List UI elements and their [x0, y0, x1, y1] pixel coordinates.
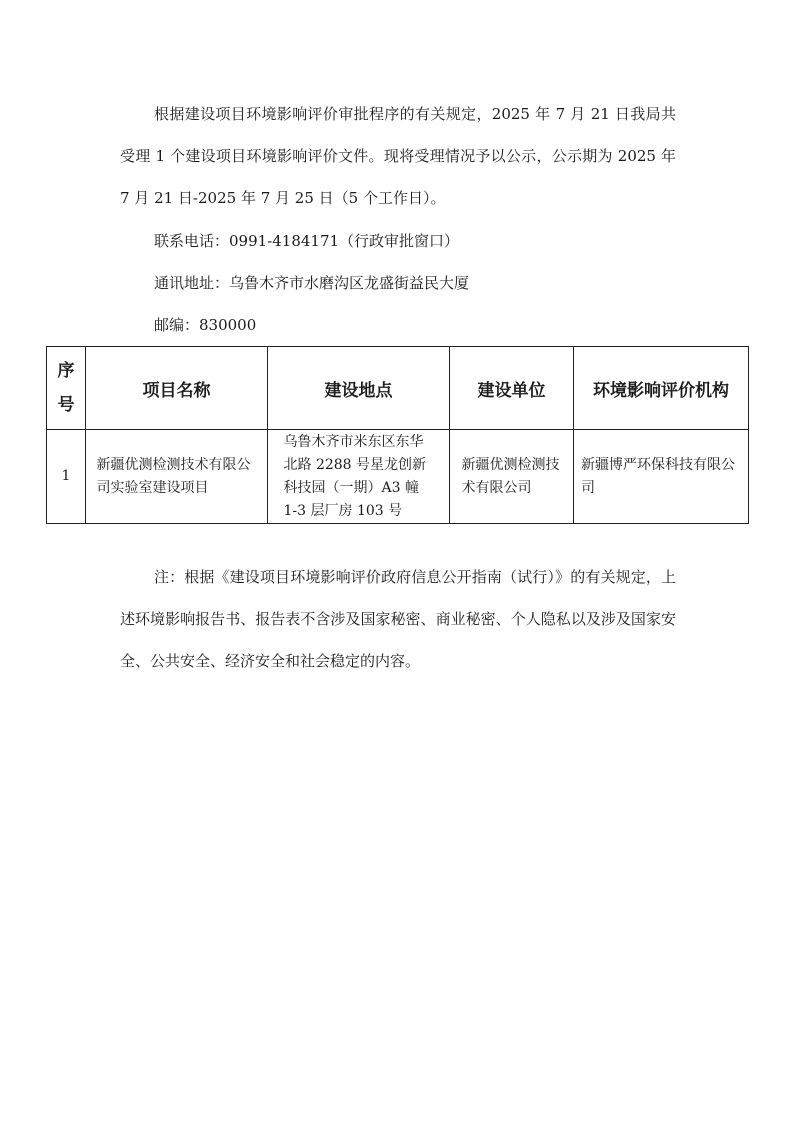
note-paragraph: 注：根据《建设项目环境影响评价政府信息公开指南（试行）》的有关规定，上述环境影响报告书、报告表不含涉及国家秘密、商业秘密、个人隐私以及涉及国家安全、公共安全、经济安全和社会稳定的内容。: [120, 568, 676, 670]
header-location: 建设地点: [268, 347, 450, 430]
header-project-name: 项目名称: [86, 347, 268, 430]
postcode: 邮编：830000: [154, 316, 257, 334]
project-table: [46, 346, 749, 524]
header-construction-unit: 建设单位: [450, 347, 574, 430]
table-row: [47, 430, 749, 524]
header-serial-number: 序 号: [47, 347, 86, 430]
row-eia-organization: 新疆博严环保科技有限公司: [574, 430, 749, 524]
contact-phone: 联系电话：0991-4184171（行政审批窗口）: [154, 232, 460, 250]
table-header-row: [47, 347, 749, 430]
header-eia-organization: 环境影响评价机构: [574, 347, 749, 430]
intro-paragraph: 根据建设项目环境影响评价审批程序的有关规定，2025 年 7 月 21 日我局共受理 1 个建设项目环境影响评价文件。现将受理情况予以公示，公示期为 2025 年 7 月 21 日-2025 年 7 月 25 日（5 个工作日）。: [120, 105, 676, 207]
row-location: 乌鲁木齐市米东区东华北路 2288 号星龙创新科技园（一期）A3 幢 1-3 层厂房 103 号: [268, 430, 450, 524]
row-serial-number: 1: [47, 430, 86, 524]
row-construction-unit: 新疆优测检测技术有限公司: [450, 430, 574, 524]
mailing-address: 通讯地址：乌鲁木齐市水磨沟区龙盛街益民大厦: [154, 274, 470, 292]
row-project-name: 新疆优测检测技术有限公司实验室建设项目: [86, 430, 268, 524]
